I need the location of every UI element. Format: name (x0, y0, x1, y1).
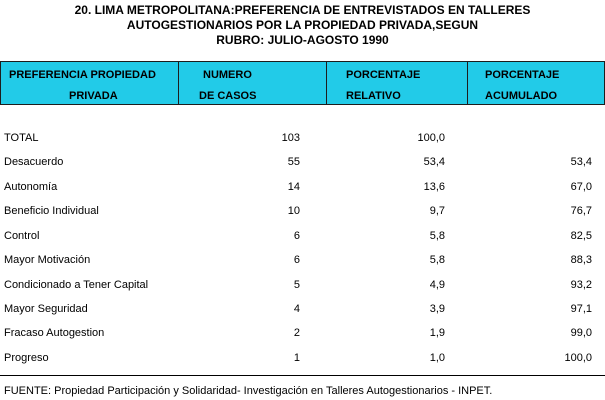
table-header (0, 61, 605, 105)
row-acumulado: 53,4 (570, 156, 592, 168)
row-label: Autonomía (4, 181, 58, 193)
row-casos: 10 (287, 205, 300, 217)
row-casos: 14 (287, 181, 300, 193)
row-casos: 4 (293, 303, 300, 315)
row-acumulado: 88,3 (570, 254, 592, 266)
table-row (0, 130, 605, 146)
row-label: Progreso (4, 352, 49, 364)
row-casos: 55 (287, 156, 300, 168)
table-row (0, 228, 605, 244)
header-acumulado-line-2: ACUMULADO (485, 90, 558, 102)
row-relativo: 9,7 (429, 205, 445, 217)
row-label: Desacuerdo (4, 156, 64, 168)
row-acumulado: 99,0 (570, 327, 592, 339)
table-row (0, 301, 605, 317)
table-row (0, 252, 605, 268)
row-relativo: 100,0 (417, 132, 445, 144)
header-numero-casos (178, 62, 326, 104)
row-relativo: 1,9 (429, 327, 445, 339)
row-relativo: 5,8 (429, 254, 445, 266)
row-casos: 6 (293, 230, 300, 242)
row-relativo: 1,0 (429, 352, 445, 364)
row-casos: 1 (293, 352, 300, 364)
table-title-line-1: 20. LIMA METROPOLITANA:PREFERENCIA DE ENTREVISTADOS EN TALLERES (74, 3, 531, 17)
row-casos: 5 (293, 279, 300, 291)
header-preferencia (0, 62, 178, 104)
row-acumulado: 76,7 (570, 205, 592, 217)
row-casos: 2 (293, 327, 300, 339)
row-label: TOTAL (4, 132, 39, 144)
row-label: Mayor Seguridad (4, 303, 88, 315)
header-relativo-line-1: PORCENTAJE (346, 69, 421, 81)
row-acumulado: 82,5 (570, 230, 592, 242)
source-note: FUENTE: Propiedad Participación y Solidaridad- Investigación en Talleres Autogestionarios - INPET. (4, 385, 493, 397)
table-row (0, 325, 605, 341)
row-label: Mayor Motivación (4, 254, 91, 266)
row-relativo: 5,8 (429, 230, 445, 242)
row-relativo: 4,9 (429, 279, 445, 291)
header-relativo-line-2: RELATIVO (346, 90, 401, 102)
row-acumulado: 93,2 (570, 279, 592, 291)
table-row (0, 277, 605, 293)
row-acumulado: 97,1 (570, 303, 592, 315)
header-numero-line-1: NUMERO (203, 69, 252, 81)
table-row (0, 154, 605, 170)
header-preferencia-line-2: PRIVADA (69, 90, 118, 102)
header-preferencia-line-1: PREFERENCIA PROPIEDAD (9, 69, 156, 81)
row-acumulado: 67,0 (570, 181, 592, 193)
table-row (0, 179, 605, 195)
table-row (0, 350, 605, 366)
row-label: Fracaso Autogestion (4, 327, 105, 339)
header-acumulado-line-1: PORCENTAJE (485, 69, 560, 81)
row-label: Control (4, 230, 40, 242)
header-porcentaje-acumulado (467, 62, 605, 104)
header-numero-line-2: DE CASOS (199, 90, 257, 102)
row-relativo: 13,6 (423, 181, 445, 193)
row-relativo: 3,9 (429, 303, 445, 315)
row-label: Beneficio Individual (4, 205, 99, 217)
table-title-line-2: AUTOGESTIONARIOS POR LA PROPIEDAD PRIVADA,SEGUN (126, 18, 479, 32)
row-casos: 103 (281, 132, 300, 144)
row-acumulado: 100,0 (564, 352, 592, 364)
table-title-line-3: RUBRO: JULIO-AGOSTO 1990 (216, 33, 389, 47)
row-casos: 6 (293, 254, 300, 266)
table-row (0, 203, 605, 219)
row-relativo: 53,4 (423, 156, 445, 168)
header-porcentaje-relativo (326, 62, 467, 104)
footer-divider (0, 375, 605, 376)
row-label: Condicionado a Tener Capital (4, 279, 149, 291)
